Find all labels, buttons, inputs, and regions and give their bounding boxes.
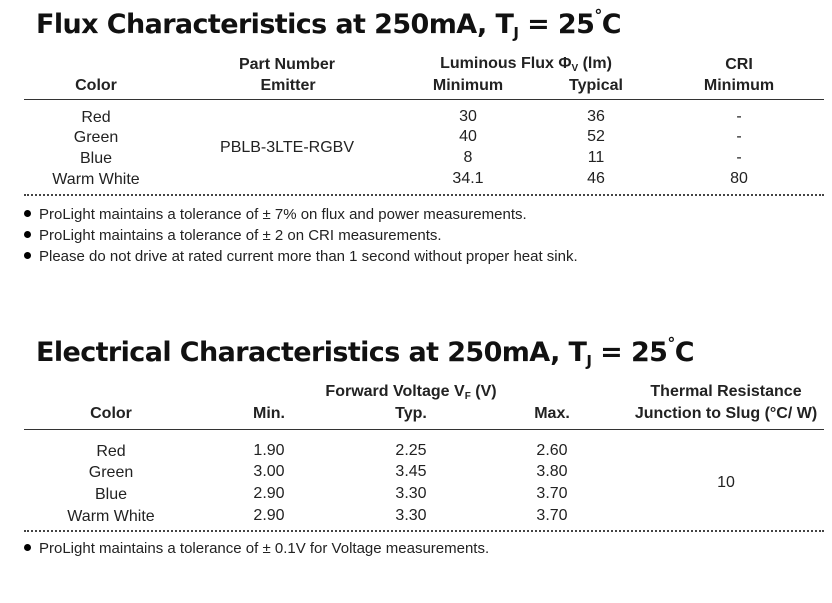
flux-row-cri: 80	[730, 170, 748, 187]
bullet-icon	[24, 252, 31, 259]
flux-section-title	[36, 6, 621, 42]
electrical-row-typ: 3.30	[395, 485, 427, 502]
flux-header-part-line2: Emitter	[260, 77, 316, 94]
flux-group-prefix: Luminous Flux Φ	[440, 55, 572, 72]
electrical-row-min: 2.90	[253, 485, 285, 502]
flux-title-subscript: J	[513, 24, 519, 42]
flux-title-unit: C	[601, 9, 621, 40]
flux-table-bottom-rule	[24, 194, 824, 196]
flux-row-cri: -	[736, 108, 742, 125]
electrical-row-typ: 2.25	[395, 442, 427, 459]
flux-header-part-line1: Part Number	[238, 56, 336, 73]
flux-row-typ: 36	[587, 108, 605, 125]
electrical-title-degree: °	[667, 334, 675, 353]
bullet-icon	[24, 210, 31, 217]
flux-note-text: Please do not drive at rated current more than 1 second without proper heat sink.	[39, 248, 578, 265]
flux-note-text: ProLight maintains a tolerance of ± 7% on flux and power measurements.	[39, 206, 527, 223]
electrical-note-text: ProLight maintains a tolerance of ± 0.1V for Voltage measurements.	[39, 540, 490, 557]
electrical-row-max: 3.70	[536, 507, 568, 524]
flux-row-color: Green	[73, 129, 119, 146]
electrical-header-color: Color	[90, 405, 132, 422]
electrical-section-title	[36, 334, 694, 370]
electrical-row-typ: 3.30	[395, 507, 427, 524]
flux-group-suffix: (lm)	[578, 55, 612, 72]
electrical-row-min: 2.90	[253, 507, 285, 524]
electrical-header-max: Max.	[534, 405, 570, 422]
electrical-title-text: Electrical Characteristics at 250mA, T	[36, 337, 587, 368]
flux-title-text: Flux Characteristics at 250mA, T	[36, 9, 514, 40]
flux-row-typ: 11	[587, 149, 605, 166]
electrical-header-min: Min.	[253, 405, 285, 422]
flux-group-subscript: V	[571, 63, 579, 74]
electrical-header-thermal-line1: Thermal Resistance	[650, 383, 802, 400]
flux-note	[24, 227, 442, 244]
fv-group-prefix: Forward Voltage V	[325, 383, 465, 400]
flux-row-typ: 52	[587, 128, 605, 145]
flux-row-color: Red	[81, 109, 111, 126]
fv-group-suffix: (V)	[470, 383, 497, 400]
bullet-icon	[24, 544, 31, 551]
flux-row-color: Warm White	[52, 171, 140, 188]
thermal-resistance-value: 10	[717, 474, 735, 491]
flux-row-min: 40	[459, 128, 477, 145]
flux-row-cri: -	[736, 128, 742, 145]
electrical-row-max: 3.70	[536, 485, 568, 502]
electrical-table-bottom-rule	[24, 530, 824, 532]
flux-header-typical: Typical	[569, 77, 623, 94]
flux-row-color: Blue	[79, 150, 113, 167]
electrical-title-unit: C	[674, 337, 694, 368]
electrical-header-fv-group	[325, 383, 496, 401]
flux-row-min: 34.1	[452, 170, 484, 187]
flux-title-equals: = 25	[518, 9, 595, 40]
electrical-row-min: 3.00	[253, 463, 285, 480]
flux-note	[24, 248, 578, 265]
flux-header-flux-group	[440, 55, 612, 73]
electrical-header-rule	[24, 429, 824, 430]
bullet-icon	[24, 231, 31, 238]
electrical-row-max: 2.60	[536, 442, 568, 459]
electrical-title-equals: = 25	[591, 337, 668, 368]
electrical-row-color: Green	[88, 464, 134, 481]
flux-header-cri-line2: Minimum	[703, 77, 775, 94]
electrical-note	[24, 540, 489, 557]
electrical-row-min: 1.90	[253, 442, 285, 459]
electrical-row-color: Warm White	[67, 508, 155, 525]
fv-group-subscript: F	[464, 391, 471, 402]
electrical-title-subscript: J	[586, 352, 592, 370]
flux-title-degree: °	[594, 6, 602, 25]
electrical-row-max: 3.80	[536, 463, 568, 480]
flux-part-number: PBLB-3LTE-RGBV	[220, 139, 354, 156]
flux-header-rule	[24, 99, 824, 100]
flux-row-typ: 46	[587, 170, 605, 187]
electrical-row-color: Blue	[94, 486, 128, 503]
flux-row-cri: -	[736, 149, 742, 166]
flux-row-min: 30	[459, 108, 477, 125]
flux-note	[24, 206, 527, 223]
flux-header-cri-line1: CRI	[725, 56, 753, 73]
flux-note-text: ProLight maintains a tolerance of ± 2 on CRI measurements.	[39, 227, 442, 244]
flux-header-minimum: Minimum	[432, 77, 504, 94]
electrical-row-color: Red	[96, 443, 126, 460]
flux-header-color: Color	[75, 77, 117, 94]
electrical-header-thermal-line2: Junction to Slug (°C/ W)	[634, 405, 818, 422]
flux-row-min: 8	[463, 149, 473, 166]
electrical-row-typ: 3.45	[395, 463, 427, 480]
electrical-header-typ: Typ.	[395, 405, 427, 422]
